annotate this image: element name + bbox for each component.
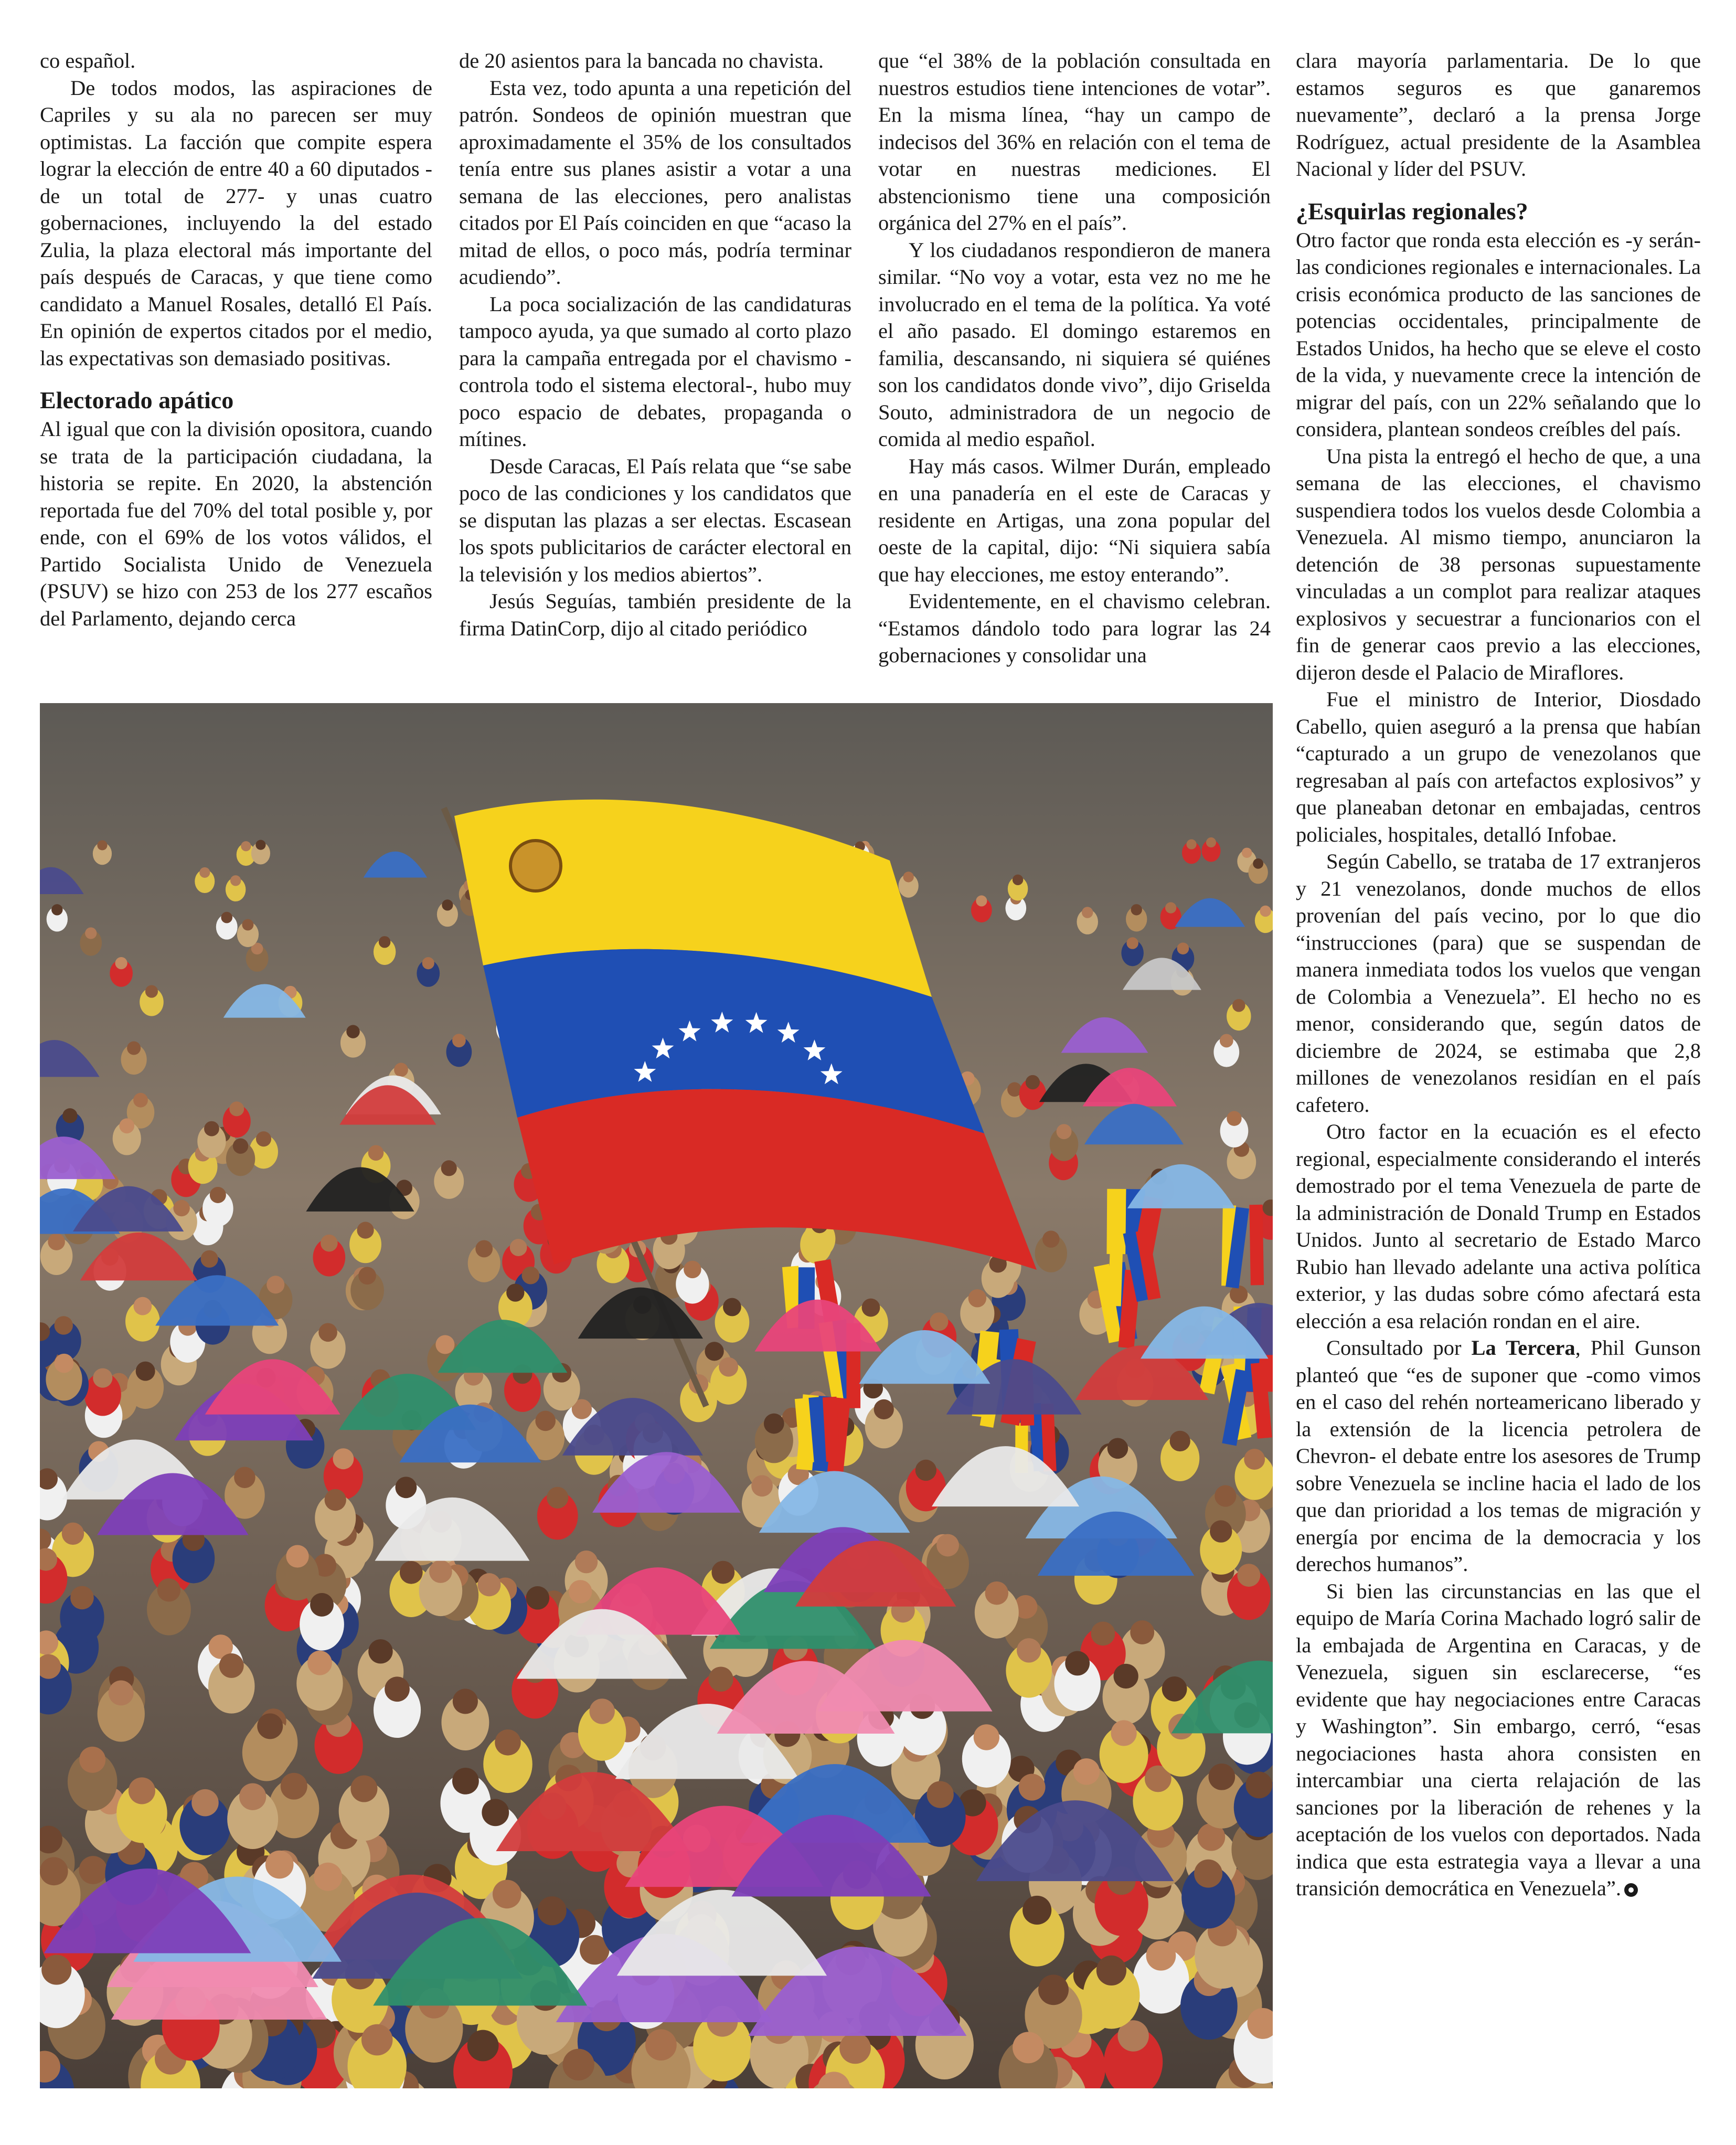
end-of-article-icon (1624, 1883, 1638, 1897)
crowd-head (467, 2030, 499, 2062)
crowd-head (191, 1789, 219, 1817)
crowd-head (506, 1283, 524, 1301)
crowd-head (1013, 2032, 1044, 2063)
crowd-head (1107, 1438, 1128, 1459)
crowd-head (475, 1240, 493, 1258)
crowd-head (1146, 1941, 1176, 1971)
crowd-head (1017, 1638, 1041, 1662)
crowd-head (723, 1298, 741, 1316)
crowd-head (547, 1487, 568, 1509)
paragraph: De todos modos, las aspiraciones de Capriles y su ala no parecen ser muy optimistas. La facción que compite espera lograr la elección de entre 40 a 60 diputados -de un total de 277- y unas cuatro gobernaciones, incluyendo la del estado Zulia, la plaza electoral más importante del país después de Caracas, y que tiene como candidato a Manuel Rosales, detalló El País. En opinión de expertos citados por el medio, las expectativas son demasiado positivas. (40, 76, 432, 370)
crowd-head (119, 1118, 134, 1133)
crowd-head (968, 1289, 987, 1308)
paragraph (1296, 1578, 1701, 1902)
crowd-head (563, 2049, 594, 2080)
crowd-head (127, 1041, 141, 1055)
crowd-head (55, 1316, 73, 1334)
crowd-head (711, 1561, 734, 1584)
crowd-head (1091, 1621, 1115, 1645)
paragraph: Fue el ministro de Interior, Diosdado Cabello, quien aseguró a la prensa que habían “capturado a un grupo de venezolanos que regresaban al país con artefactos explosivos” y que planeaban detonar en embajadas, centros policiales, hospitales, detalló Infobae. (1296, 687, 1701, 846)
crowd-head (255, 840, 265, 850)
crowd-head (1237, 1564, 1260, 1587)
crowd-head (79, 1747, 105, 1773)
crowd-head (333, 1448, 354, 1469)
crowd-head (321, 1235, 338, 1252)
article-column-1 (40, 47, 432, 632)
crowd-head (242, 919, 253, 931)
crowd-head (62, 1108, 77, 1123)
crowd-head (452, 1034, 466, 1047)
crowd-head (379, 936, 390, 948)
crowd-head (1023, 1896, 1051, 1925)
crowd-head (903, 872, 914, 882)
crowd-head (256, 1131, 271, 1146)
crowd-head (229, 1101, 244, 1116)
crowd-head (70, 1586, 94, 1610)
crowd-head (62, 1523, 84, 1545)
crowd-head (429, 1560, 452, 1583)
crowd-head (265, 1851, 294, 1879)
crowd-head (569, 1580, 592, 1603)
crowd-head (400, 1561, 423, 1584)
crowd-head (526, 1586, 550, 1610)
crowd-head (915, 1460, 936, 1481)
crowd-head (1042, 1230, 1060, 1248)
crowd-head (358, 1267, 376, 1284)
crowd-head (97, 840, 107, 850)
article-column-3 (878, 47, 1271, 669)
crowd-head (1244, 1449, 1265, 1470)
crowd-head (281, 1773, 307, 1800)
crowd-head (1209, 1764, 1236, 1790)
crowd-head (1126, 937, 1138, 949)
crowd-head (1215, 1485, 1236, 1506)
crowd-head (1220, 1034, 1233, 1048)
crowd-head (257, 1713, 283, 1739)
crowd-head (1038, 1974, 1069, 2005)
section-heading: Electorado apático (40, 387, 234, 413)
crowd-head (385, 1676, 410, 1702)
crowd-head (874, 1399, 894, 1419)
crowd-head (1013, 875, 1023, 885)
crowd-head (936, 1534, 959, 1557)
crowd-head (974, 1724, 999, 1750)
crowd-head (133, 1093, 148, 1108)
small-flag (1249, 1205, 1264, 1286)
crowd-head (157, 1578, 180, 1601)
crowd-head (1194, 1860, 1222, 1888)
crowd-head (751, 1475, 773, 1496)
paragraph: que “el 38% de la población consultada en nuestros estudios tiene intenciones de votar”. En la misma línea, “hay un campo de indecisos del 36% en relación con el tema de votar en nuestras mediciones. El abstencionismo tiene una composición orgánica del 27% en el país”. (878, 49, 1271, 235)
crowd-head (1227, 1111, 1241, 1125)
crowd-head (705, 1342, 723, 1361)
crowd-head (314, 1863, 342, 1891)
paragraph: Al igual que con la división opositora, cuando se trata de la participación ciudadana, la historia se repite. En 2020, la abstención reportada fue del 70% del total posible y, por ende, con el 69% de los votos válidos, el Partido Socialista Unido de Venezuela (PSUV) se hizo con 253 de los 277 escaños del Parlamento, dejando cerca (40, 417, 432, 630)
crowd-head (204, 1121, 219, 1137)
crowd-head (575, 1551, 598, 1573)
crowd-head (1232, 999, 1245, 1012)
crowd-head (40, 1857, 68, 1885)
crowd-head (85, 927, 97, 939)
paragraph: co español. (40, 49, 136, 72)
crowd-head (241, 841, 251, 851)
crowd-head (286, 1545, 308, 1567)
crowd-head (48, 1233, 65, 1250)
crowd-head (645, 2029, 677, 2061)
crowd-head (267, 1276, 284, 1293)
crowd-head (764, 1414, 784, 1434)
crowd-head (368, 1639, 392, 1663)
crowd-head (221, 912, 232, 923)
crowd-head (1170, 1431, 1190, 1451)
crowd-head (1114, 1664, 1138, 1689)
crowd-head (219, 1653, 244, 1678)
crowd-head (1082, 907, 1093, 918)
crowd-head (521, 1267, 539, 1284)
crowd-head (1130, 1620, 1154, 1644)
crowd-head (927, 1781, 954, 1808)
crowd-head (1206, 837, 1216, 847)
crowd-head (1057, 1124, 1072, 1139)
crowd-head (1242, 848, 1252, 858)
crowd-head (435, 1335, 454, 1354)
text-run: Consultado por (1326, 1336, 1472, 1360)
paragraph: Hay más casos. Wilmer Durán, empleado en una panadería en el este de Caracas y residente en Artigas, una zona popular del oeste de la capital, dijo: “Ni siquiera sabía que hay elecciones, me estoy enterando”. (878, 454, 1271, 586)
crowd-head (684, 1261, 701, 1279)
newspaper-name: La Tercera (1471, 1336, 1575, 1360)
text-run: Si bien las circunstancias en las que el equipo de María Corina Machado logró salir de la embajada de Argentina en Caracas, y de Venezuela, siguen sin esclarecerse, “es evidente que hay negociaciones entre Caracas y Washington”. Sin embargo, cerró, “esas negociaciones hasta ahora consisten en intercambiar una cierta relajación de las sanciones por la liberación de rehenes y la aceptación de los vuelos con deportados. Nada indica que esta estrategia vaya a llevar a una transición democrática en Venezuela”. (1296, 1579, 1701, 1900)
crowd-head (1096, 1956, 1126, 1985)
crowd-head (1131, 904, 1142, 915)
crowd-head (239, 1783, 266, 1810)
paragraph: Y los ciudadanos respondieron de manera similar. “No voy a votar, esta vez no me he involucrado en el tema de la política. Ya voté el año pasado. El domingo estaremos en familia, descansando, ni siquiera sé quiénes son los candidatos donde vivo”, dijo Griselda Souto, administradora de un negocio de comida al medio español. (878, 238, 1271, 451)
crowd-head (79, 1856, 108, 1884)
crowd-head (55, 1354, 74, 1373)
crowd-head (482, 1799, 509, 1826)
article-column-4 (1296, 47, 1701, 1902)
crowd-head (395, 1477, 417, 1498)
crowd-head (976, 895, 987, 906)
paragraph: clara mayoría parlamentaria. De lo que estamos seguros es que ganaremos nuevamente”, declaró a la prensa Jorge Rodríguez, actual presidente de la Asamblea Nacional y líder del PSUV. (1296, 49, 1701, 180)
crowd-head (145, 985, 158, 997)
crowd-head (233, 1138, 248, 1153)
crowd-head (708, 1667, 733, 1692)
crowd-head (136, 1362, 155, 1381)
paragraph: Según Cabello, se trataba de 17 extranjeros y 21 venezolanos, donde muchos de ellos provenían del país vecino, por lo que dio “instrucciones (para) que se suspendan de manera inmediata todos los vuelos que vengan de Colombia a Venezuela”. El hecho no es menor, considerando que, según datos de diciembre de 2024, se estimaba que 2,8 millones de venezolanos residían en el país cafetero. (1296, 849, 1701, 1117)
crowd-head (350, 1775, 377, 1802)
crowd-head (510, 1239, 527, 1256)
paragraph: La poca socialización de las candidaturas tampoco ayuda, ya que sumado al corto plazo para la campaña entregada por el chavismo -controla todo el sistema electoral-, hubo muy poco espacio de debates, propaganda o mítines. (459, 292, 851, 451)
crowd-head (361, 2024, 393, 2056)
crowd-head (368, 1145, 384, 1161)
paragraph: Otro factor que ronda esta elección es -y serán- las condiciones regionales e internacionales. La crisis económica producto de las sanciones de potencias occidentales, principalmente de Estados Unidos, ha hecho que se eleve el costo de la vida, y nuevamente crece la intención de migrar del país, con un 22% señalando que lo considera, plantean sondeos creíbles del país. (1296, 228, 1701, 441)
paragraph (1296, 1334, 1701, 1578)
crowd-head (307, 1651, 332, 1675)
crowd-head (538, 1896, 567, 1925)
crowd-head (1245, 1771, 1272, 1798)
crowd-head (210, 1187, 226, 1203)
crowd-head (93, 1368, 112, 1388)
crowd-head (1210, 1520, 1232, 1542)
crowd-head (109, 1681, 134, 1706)
crowd-head (930, 1312, 948, 1331)
crowd-head (535, 1411, 556, 1431)
paragraph: Esta vez, todo apunta a una repetición del patrón. Sondeos de opinión muestran que aproximadamente el 35% de los consultados tenía entre sus planes asistir a votar a una semana de las elecciones, pero analistas citados por El País coinciden en que “acaso la mitad de ellos, o poco más, podría terminar acudiendo”. (459, 76, 851, 289)
crowd-head (1186, 840, 1196, 849)
crowd-head (1026, 1075, 1040, 1089)
crowd-head (1165, 902, 1176, 913)
article-column-2 (459, 47, 851, 642)
crowd-head (477, 1573, 500, 1596)
crowd-head (453, 1689, 478, 1714)
crowd-head (115, 957, 127, 969)
crowd-head (133, 1297, 152, 1315)
crowd-head (1253, 858, 1263, 869)
coat-of-arms (510, 841, 561, 891)
crowd-head (985, 1581, 1008, 1605)
section-heading: ¿Esquirlas regionales? (1296, 197, 1528, 225)
crowd-head (442, 899, 453, 910)
crowd-head (719, 1357, 738, 1377)
crowd-head (318, 1323, 337, 1342)
crowd-head (1065, 1651, 1090, 1676)
crowd-head (357, 1222, 374, 1239)
paragraph: de 20 asientos para la bancada no chavista. (459, 49, 824, 72)
crowd-head (1073, 1758, 1100, 1785)
crowd-head (589, 1698, 614, 1724)
crowd-head (394, 1063, 408, 1077)
crowd-head (862, 1299, 880, 1317)
crowd-head (173, 1200, 189, 1216)
paragraph: Evidentemente, en el chavismo celebran. “Estamos dándolo todo para lograr las 24 gobernaciones y consolidar una (878, 589, 1271, 667)
crowd-head (1019, 1774, 1046, 1801)
paragraph: Una pista la entregó el hecho de que, a una semana de las elecciones, el chavismo suspendiera todos los vuelos desde Colombia a Venezuela. Al mismo tiempo, anunciaron la detención de 38 personas supuestamente vinculadas a un complot para realizar ataques explosivos y secuestrar a funcionarios con el fin de generar caos previo a las elecciones, dijeron desde el Palacio de Miraflores. (1296, 444, 1701, 684)
crowd-head (441, 1160, 457, 1176)
crowd-head (129, 1777, 155, 1804)
crowd-head (346, 1025, 359, 1038)
crowd-head (1111, 1720, 1137, 1746)
crowd-head (495, 1729, 521, 1756)
paragraph: Desde Caracas, El País relata que “se sabe poco de las condiciones y los candidatos que se disputan las plazas a ser electas. Escasean los spots publicitarios de carácter electoral en la televisión y los medios abiertos”. (459, 454, 851, 586)
crowd-head (230, 875, 241, 886)
paragraph: Otro factor en la ecuación es el efecto regional, especialmente considerando el interés demostrado por el tema Venezuela de parte de la administración de Donald Trump en Estados Unidos. Junto al secretario de Estado Marco Rubio han llevado adelante una activa política exterior, y las dudas sobre cómo afectará esta elección a esa relación rondan en el aire. (1296, 1120, 1701, 1333)
crowd-head (41, 1955, 71, 1984)
crowd-head (201, 1250, 218, 1268)
crowd-head (51, 904, 62, 915)
crowd-head (199, 867, 210, 878)
crowd-head (493, 1880, 521, 1909)
crowd-head (234, 1467, 255, 1489)
crowd-head (1260, 906, 1271, 917)
crowd-head (325, 1489, 346, 1511)
crowd-head (452, 1768, 479, 1794)
crowd-photo (40, 703, 1273, 2088)
text-run: , Phil Gunson planteó que “es de suponer que -como vimos en el caso del rehén norteamericano liberado y la extensión de la licencia petrolera de Chevron- el debate entre los asesores de Trump sobre Venezuela se incline hacia el lado de los que dan prioridad a los temas de migración y energía por encima de la democracia y los derechos humanos”. (1296, 1336, 1701, 1576)
crowd-head (839, 2032, 871, 2064)
crowd-photo-illustration (40, 703, 1273, 2088)
crowd-head (310, 1593, 334, 1617)
crowd-head (1162, 1676, 1187, 1702)
paragraph: Jesús Seguías, también presidente de la firma DatinCorp, dijo al citado periódico (459, 589, 851, 640)
crowd-head (1177, 942, 1189, 954)
crowd-head (422, 957, 434, 969)
small-flag (1108, 1236, 1123, 1306)
